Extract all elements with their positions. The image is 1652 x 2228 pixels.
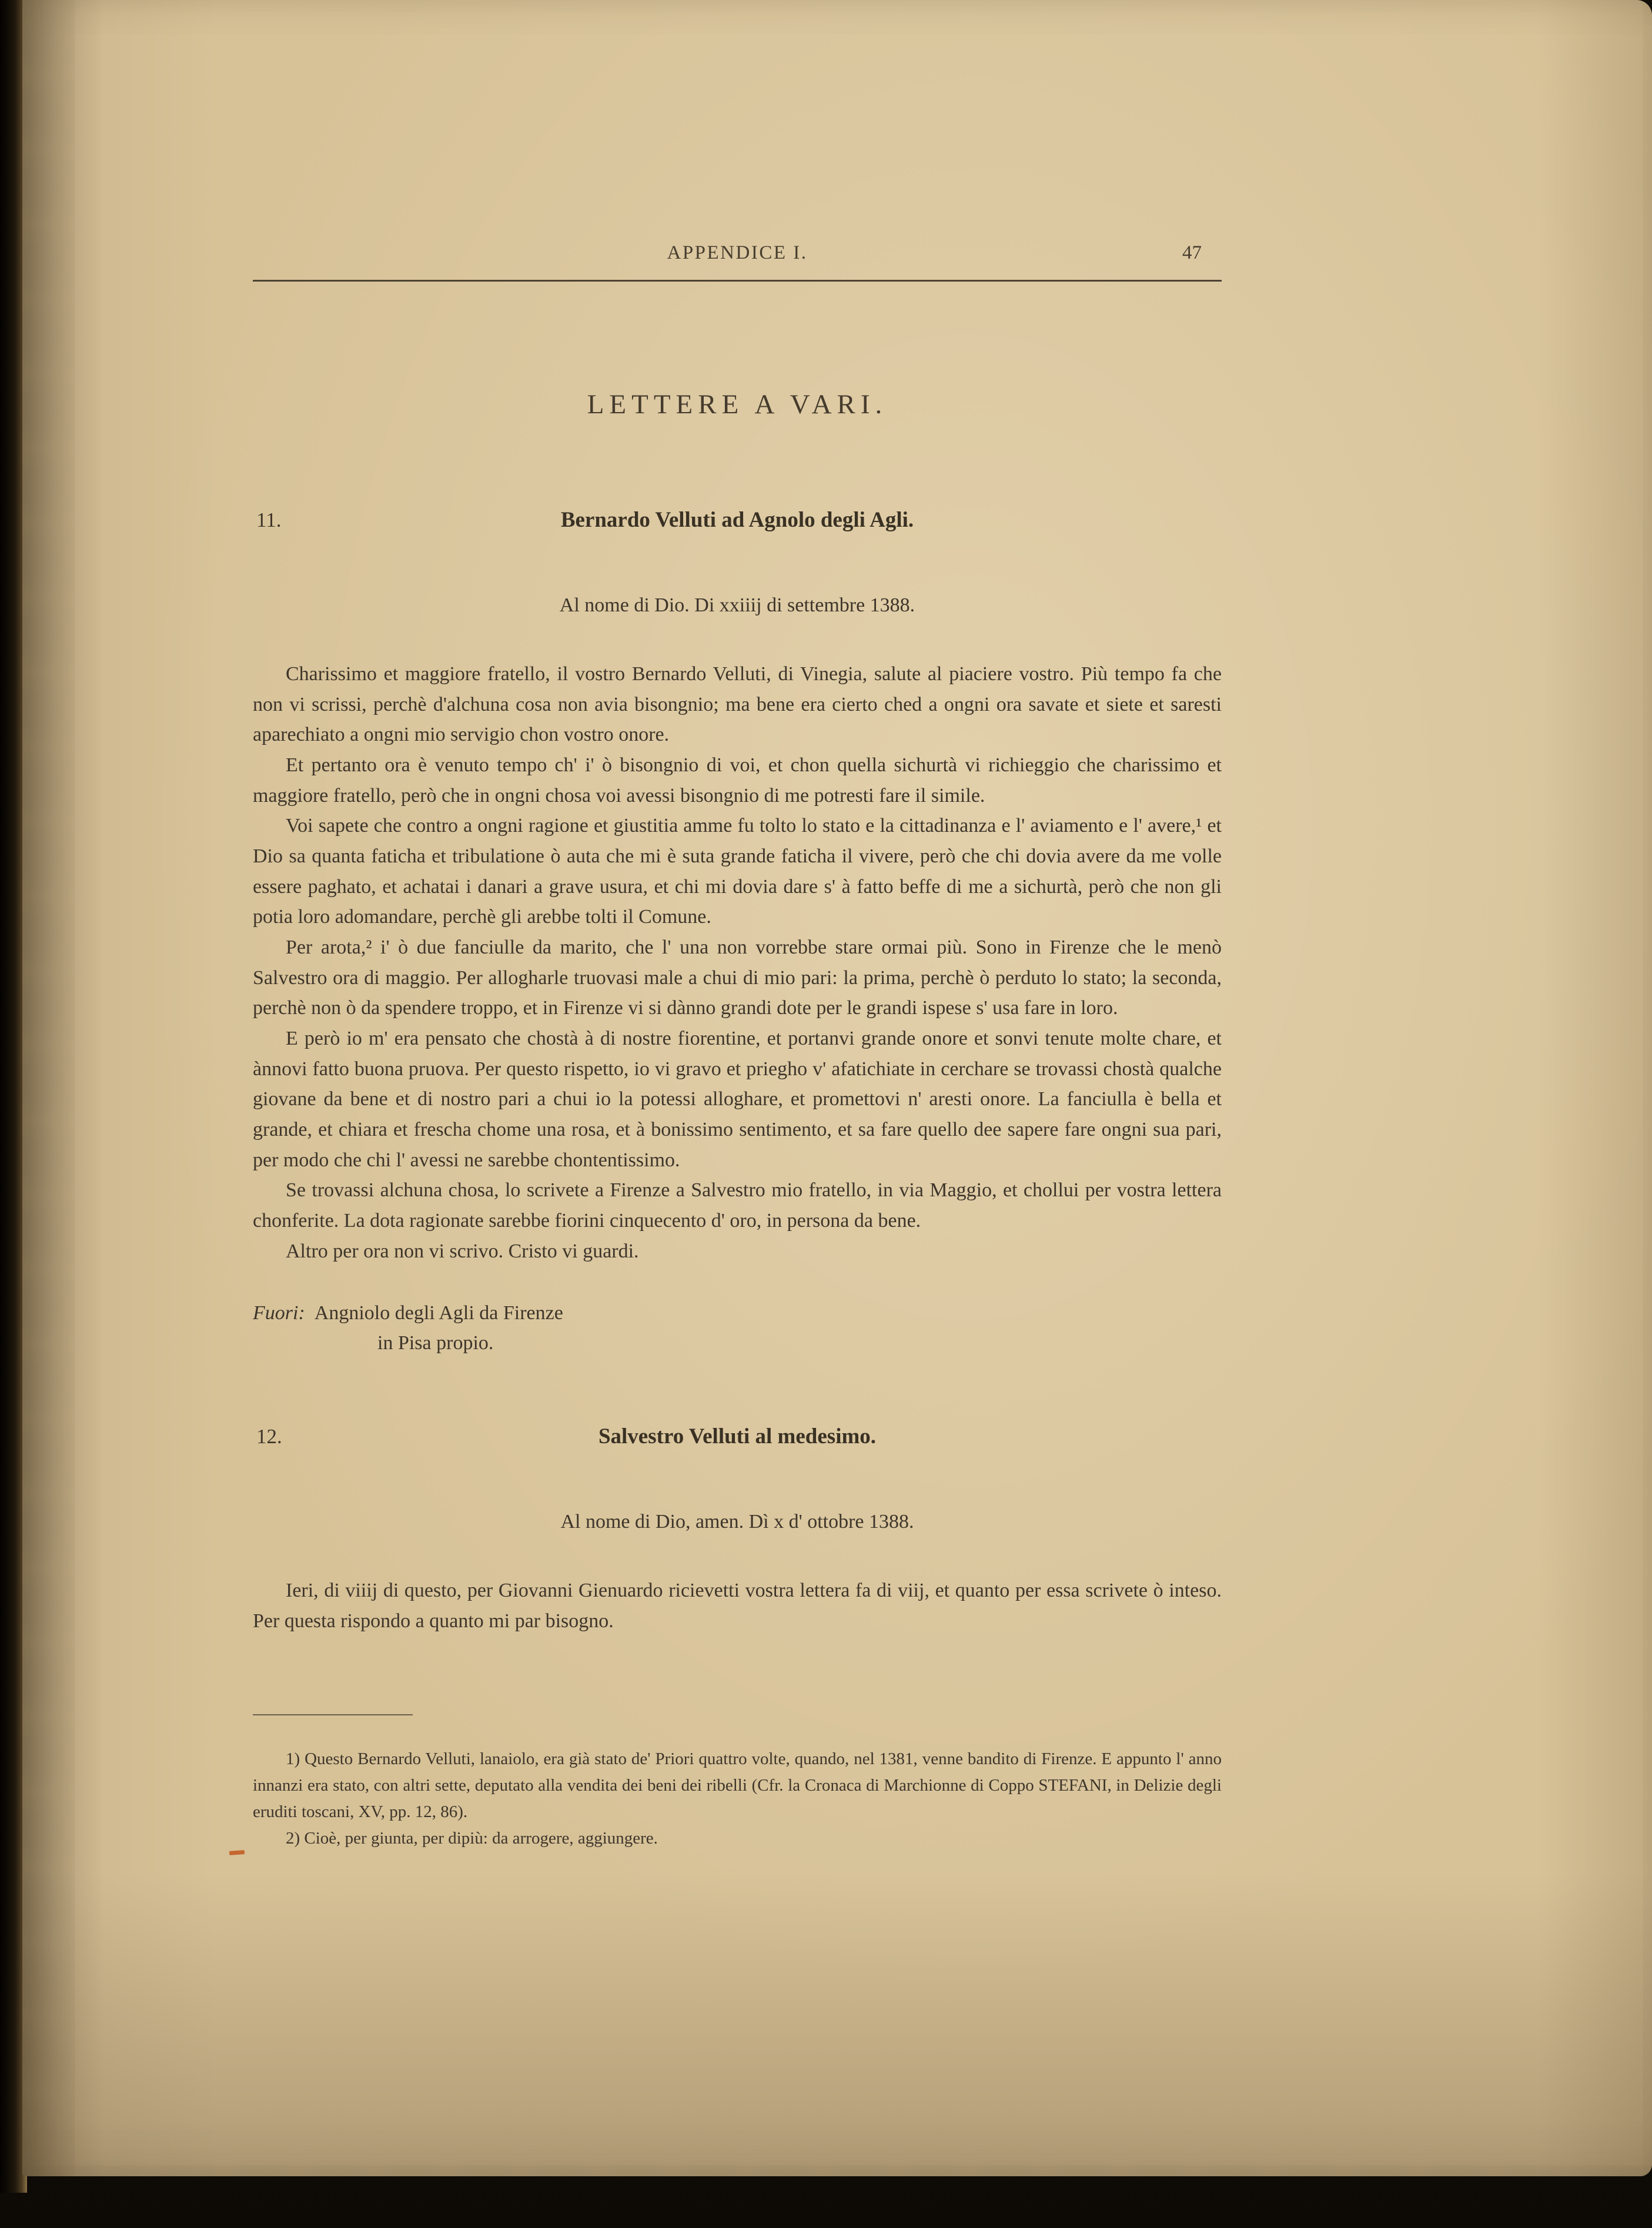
- header-rule: [253, 280, 1222, 282]
- address-line-1: Angniolo degli Agli da Firenze: [314, 1302, 563, 1324]
- letter-12: [253, 1424, 1222, 1636]
- paragraph: Per arota,² i' ò due fanciulle da marito, che l' una non vorrebbe stare ormai più. Sono in Firenze che le menò Salvestro ora di maggio. Per allogharle truovasi male a chui di mio pari: la prima, perchè ò perduto lo stato; la seconda, perchè non ò da spendere troppo, et in Firenze vi si dànno grandi dote per le grandi ispese s' usa fare in loro.: [253, 936, 1222, 1019]
- paragraph: Ieri, di viiij di questo, per Giovanni Gienuardo ricievetti vostra lettera fa di viij, et quanto per essa scrivete ò inteso. Per questa rispondo a quanto mi par bisogno.: [253, 1580, 1222, 1632]
- letter-heading: Bernardo Velluti ad Agnolo degli Agli.: [560, 508, 914, 532]
- paragraph: Altro per ora non vi scrivo. Cristo vi guardi.: [286, 1240, 639, 1262]
- letter-dateline: Al nome di Dio. Di xxiiij di settembre 1388.: [559, 594, 915, 616]
- footnote-rule: [253, 1714, 413, 1715]
- paragraph: Charissimo et maggiore fratello, il vostro Bernardo Velluti, di Vinegia, salute al piaciere vostro. Più tempo fa che non vi scrissi, perchè d'alchuna cosa non avia bisongnio; ma bene era cierto ched a ongni ora savate et siete et saresti aparechiato a ongni mio servigio chon vostro onore.: [253, 663, 1222, 746]
- footnotes: [253, 1746, 1222, 1852]
- letter-heading: Salvestro Velluti al medesimo.: [598, 1424, 877, 1449]
- running-header: [253, 242, 1222, 268]
- letter-dateline: Al nome di Dio, amen. Dì x d' ottobre 1388.: [560, 1511, 914, 1533]
- letter-11: [253, 507, 1222, 1358]
- page-content: [253, 0, 1222, 1852]
- red-ink-mark: [229, 1850, 245, 1855]
- letter-body: [253, 659, 1222, 1266]
- letter-number: 11.: [256, 509, 282, 531]
- outside-address: [253, 1298, 1222, 1358]
- paragraph: Voi sapete che contro a ongni ragione et giustitia amme fu tolto lo stato e la cittadinanza e l' aviamento e l' avere,¹ et Dio sa quanta faticha et tribulatione ò auta che mi è suta grande faticha il vivere, però che chi dovia avere da me volle essere paghato, et achatai i danari a grave usura, et chi mi dovia dare s' à fatto beffe di me a sichurtà, però che non gli potia loro adomandare, perchè gli arebbe tolti il Comune.: [253, 815, 1222, 928]
- paragraph: E però io m' era pensato che chostà à di nostre fiorentine, et portanvi grande onore et sonvi tenute molte chare, et ànnovi fatto buona pruova. Per questo rispetto, io vi gravo et priegho v' afatichiate in cerchare se trovassi chostà qualche giovane da bene et di nostro pari a chui io la potessi alloghare, et promettovi n' aresti onore. La fanciulla è bella et grande, et chiara et frescha chome una rosa, et à bonissimo sentimento, et sa fare quello dee sapere fare ongni sua pari, per modo che chi l' avessi ne sarebbe chontentissimo.: [253, 1028, 1222, 1171]
- address-label: Fuori:: [253, 1302, 305, 1324]
- address-line-2: in Pisa propio.: [377, 1332, 494, 1354]
- letter-number: 12.: [256, 1425, 282, 1448]
- book-page: [22, 0, 1652, 2176]
- footnote-1: 1) Questo Bernardo Velluti, lanaiolo, era già stato de' Priori quattro volte, quando, nel 1381, venne bandito di Firenze. E appunto l' anno innanzi era stato, con altri sette, deputato alla vendita dei beni dei ribelli (Cfr. la Cronaca di Marchionne di Coppo STEFANI, in Delizie degli eruditi toscani, XV, pp. 12, 86).: [253, 1749, 1222, 1821]
- paragraph: Et pertanto ora è venuto tempo ch' i' ò bisongnio di voi, et chon quella sichurtà vi richieggio che charissimo et maggiore fratello, però che in ongni chosa voi avessi bisongnio di me potresti fare il simile.: [253, 754, 1222, 807]
- paragraph: Se trovassi alchuna chosa, lo scrivete a Firenze a Salvestro mio fratello, in via Maggio, et chollui per vostra lettera chonferite. La dota ragionate sarebbe fiorini cinquecento d' oro, in persona da bene.: [253, 1179, 1222, 1232]
- letter-11-heading-row: [253, 507, 1222, 537]
- letter-body: [253, 1575, 1222, 1636]
- letter-12-heading-row: [253, 1424, 1222, 1453]
- footnote-2: 2) Cioè, per giunta, per dipiù: da arrogere, aggiungere.: [286, 1828, 658, 1848]
- page-number: 47: [1182, 242, 1202, 263]
- running-title: APPENDICE I.: [667, 242, 808, 263]
- page-title: LETTERE A VARI.: [587, 389, 888, 420]
